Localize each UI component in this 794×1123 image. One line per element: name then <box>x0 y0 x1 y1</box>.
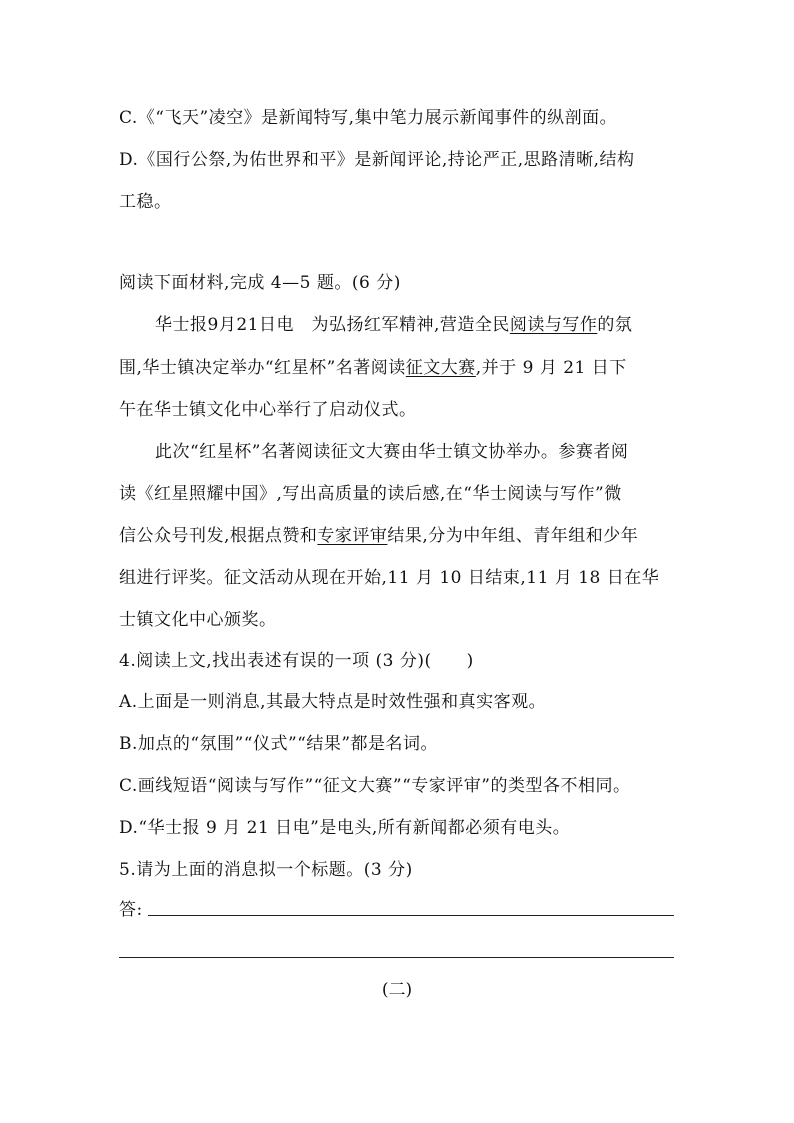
question-4-option-b: B.加点的“氛围”“仪式”“结果”都是名词。 <box>119 734 439 754</box>
answer-label: 答: <box>119 900 143 920</box>
p1-text: 的氛 <box>597 315 633 335</box>
section-label: (二) <box>381 980 413 1000</box>
prev-option-d-line1: D.《国行公祭,为佑世界和平》是新闻评论,持论严正,思路清晰,结构 <box>119 150 635 170</box>
p1-text: 围,华士镇决定举办“红星杯”名著阅读 <box>119 358 406 378</box>
paragraph-2-line-3 <box>119 524 638 548</box>
p1-text: ,并于 9 月 21 日下 <box>475 358 627 378</box>
paragraph-2-line-1: 此次“红星杯”名著阅读征文大赛由华士镇文协举办。参赛者阅 <box>155 442 629 462</box>
prev-option-c: C.《“飞天”凌空》是新闻特写,集中笔力展示新闻事件的纵剖面。 <box>119 108 618 128</box>
question-4-option-a: A.上面是一则消息,其最大特点是时效性强和真实客观。 <box>119 692 547 712</box>
question-4-option-c: C.画线短语“阅读与写作”“征文大赛”“专家评审”的类型各不相同。 <box>119 776 631 796</box>
paragraph-1-line-1 <box>155 313 632 337</box>
question-4-stem: 4.阅读上文,找出表述有误的一项 (3 分)( ) <box>119 651 474 671</box>
p2-text: 信公众号刊发,根据点赞和 <box>119 526 318 546</box>
p1-text: 华士报9月21日电 为弘扬红军精神,营造全民 <box>155 315 510 335</box>
paragraph-2-line-4: 组进行评奖。征文活动从现在开始,11 月 10 日结束,11 月 18 日在华 <box>119 568 660 588</box>
paragraph-1-line-3: 午在华士镇文化中心举行了启动仪式。 <box>119 400 417 420</box>
question-5-stem: 5.请为上面的消息拟一个标题。(3 分) <box>119 860 413 880</box>
answer-line[interactable] <box>148 915 674 916</box>
underlined-phrase-expert-review: 专家评审 <box>317 526 388 546</box>
underlined-phrase-reading-writing: 阅读与写作 <box>509 315 598 335</box>
paragraph-2-line-5: 士镇文化中心颁奖。 <box>119 610 277 630</box>
p2-text: 结果,分为中年组、青年组和少年 <box>387 526 639 546</box>
reading-instruction: 阅读下面材料,完成 4—5 题。(6 分) <box>119 273 401 293</box>
underlined-phrase-essay-contest: 征文大赛 <box>405 358 476 378</box>
paragraph-1-line-2 <box>119 356 627 380</box>
prev-option-d-line2: 工稳。 <box>119 192 172 212</box>
paragraph-2-line-2: 读《红星照耀中国》,写出高质量的读后感,在“华士阅读与写作”微 <box>119 484 622 504</box>
question-4-option-d: D.“华士报 9 月 21 日电”是电头,所有新闻都必须有电头。 <box>119 818 571 838</box>
answer-line-2[interactable] <box>119 957 674 958</box>
